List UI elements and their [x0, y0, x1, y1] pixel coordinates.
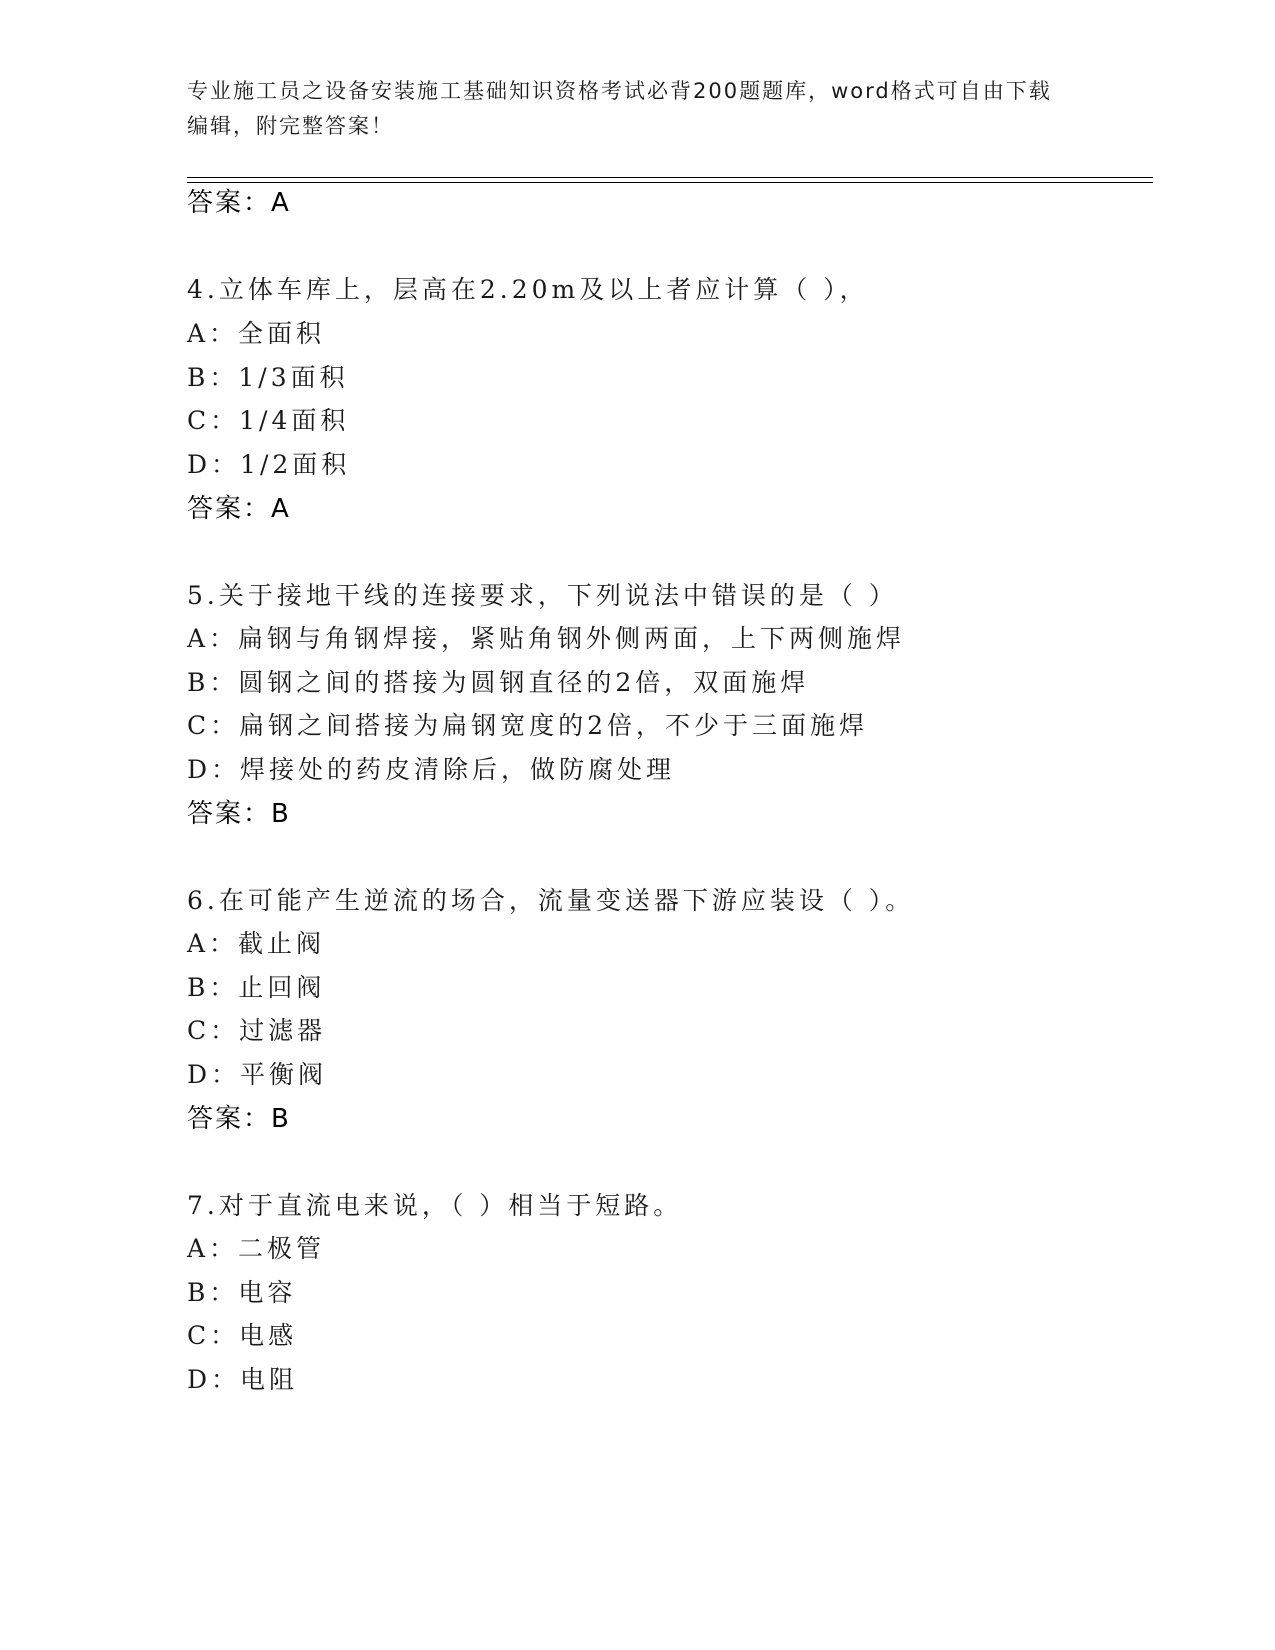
question-7-option-b: B：电容 [187, 1278, 297, 1307]
question-6-answer: 答案：B [187, 1104, 291, 1134]
question-6-stem: 6.在可能产生逆流的场合，流量变送器下游应装设（ ）。 [187, 886, 915, 915]
question-5-option-d: D：焊接处的药皮清除后，做防腐处理 [187, 755, 676, 784]
question-4-option-c: C：1/4面积 [187, 406, 350, 435]
answer-prev: 答案：A [187, 188, 291, 218]
question-7-option-d: D：电阻 [187, 1365, 299, 1394]
question-4-option-d: D：1/2面积 [187, 450, 351, 479]
question-4-option-a: A：全面积 [187, 319, 326, 348]
question-5-answer: 答案：B [187, 799, 291, 829]
question-6-option-c: C：过滤器 [187, 1016, 327, 1045]
question-7-option-c: C：电感 [187, 1321, 298, 1350]
question-5-stem: 5.关于接地干线的连接要求，下列说法中错误的是（ ） [187, 581, 898, 610]
question-6-option-a: A：截止阀 [187, 929, 326, 958]
question-7-stem: 7.对于直流电来说，（ ）相当于短路。 [187, 1191, 683, 1220]
document-header: 专业施工员之设备安装施工基础知识资格考试必背200题题库，word格式可自由下载编辑，附完整答案！ [187, 79, 1052, 138]
question-5-option-b: B：圆钢之间的搭接为圆钢直径的2倍，双面施焊 [187, 668, 810, 697]
question-4-stem: 4.立体车库上，层高在2.20m及以上者应计算（ ）， [187, 275, 869, 304]
question-4-option-b: B：1/3面积 [187, 363, 349, 392]
question-6-option-b: B：止回阀 [187, 973, 326, 1002]
question-7-option-a: A：二极管 [187, 1234, 326, 1263]
question-6-option-d: D：平衡阀 [187, 1060, 328, 1089]
question-4-answer: 答案：A [187, 494, 291, 524]
question-5-option-a: A：扁钢与角钢焊接，紧贴角钢外侧两面，上下两侧施焊 [187, 624, 906, 653]
header-divider-top [187, 177, 1153, 178]
question-5-option-c: C：扁钢之间搭接为扁钢宽度的2倍，不少于三面施焊 [187, 711, 869, 740]
header-divider-bottom [187, 182, 1153, 183]
